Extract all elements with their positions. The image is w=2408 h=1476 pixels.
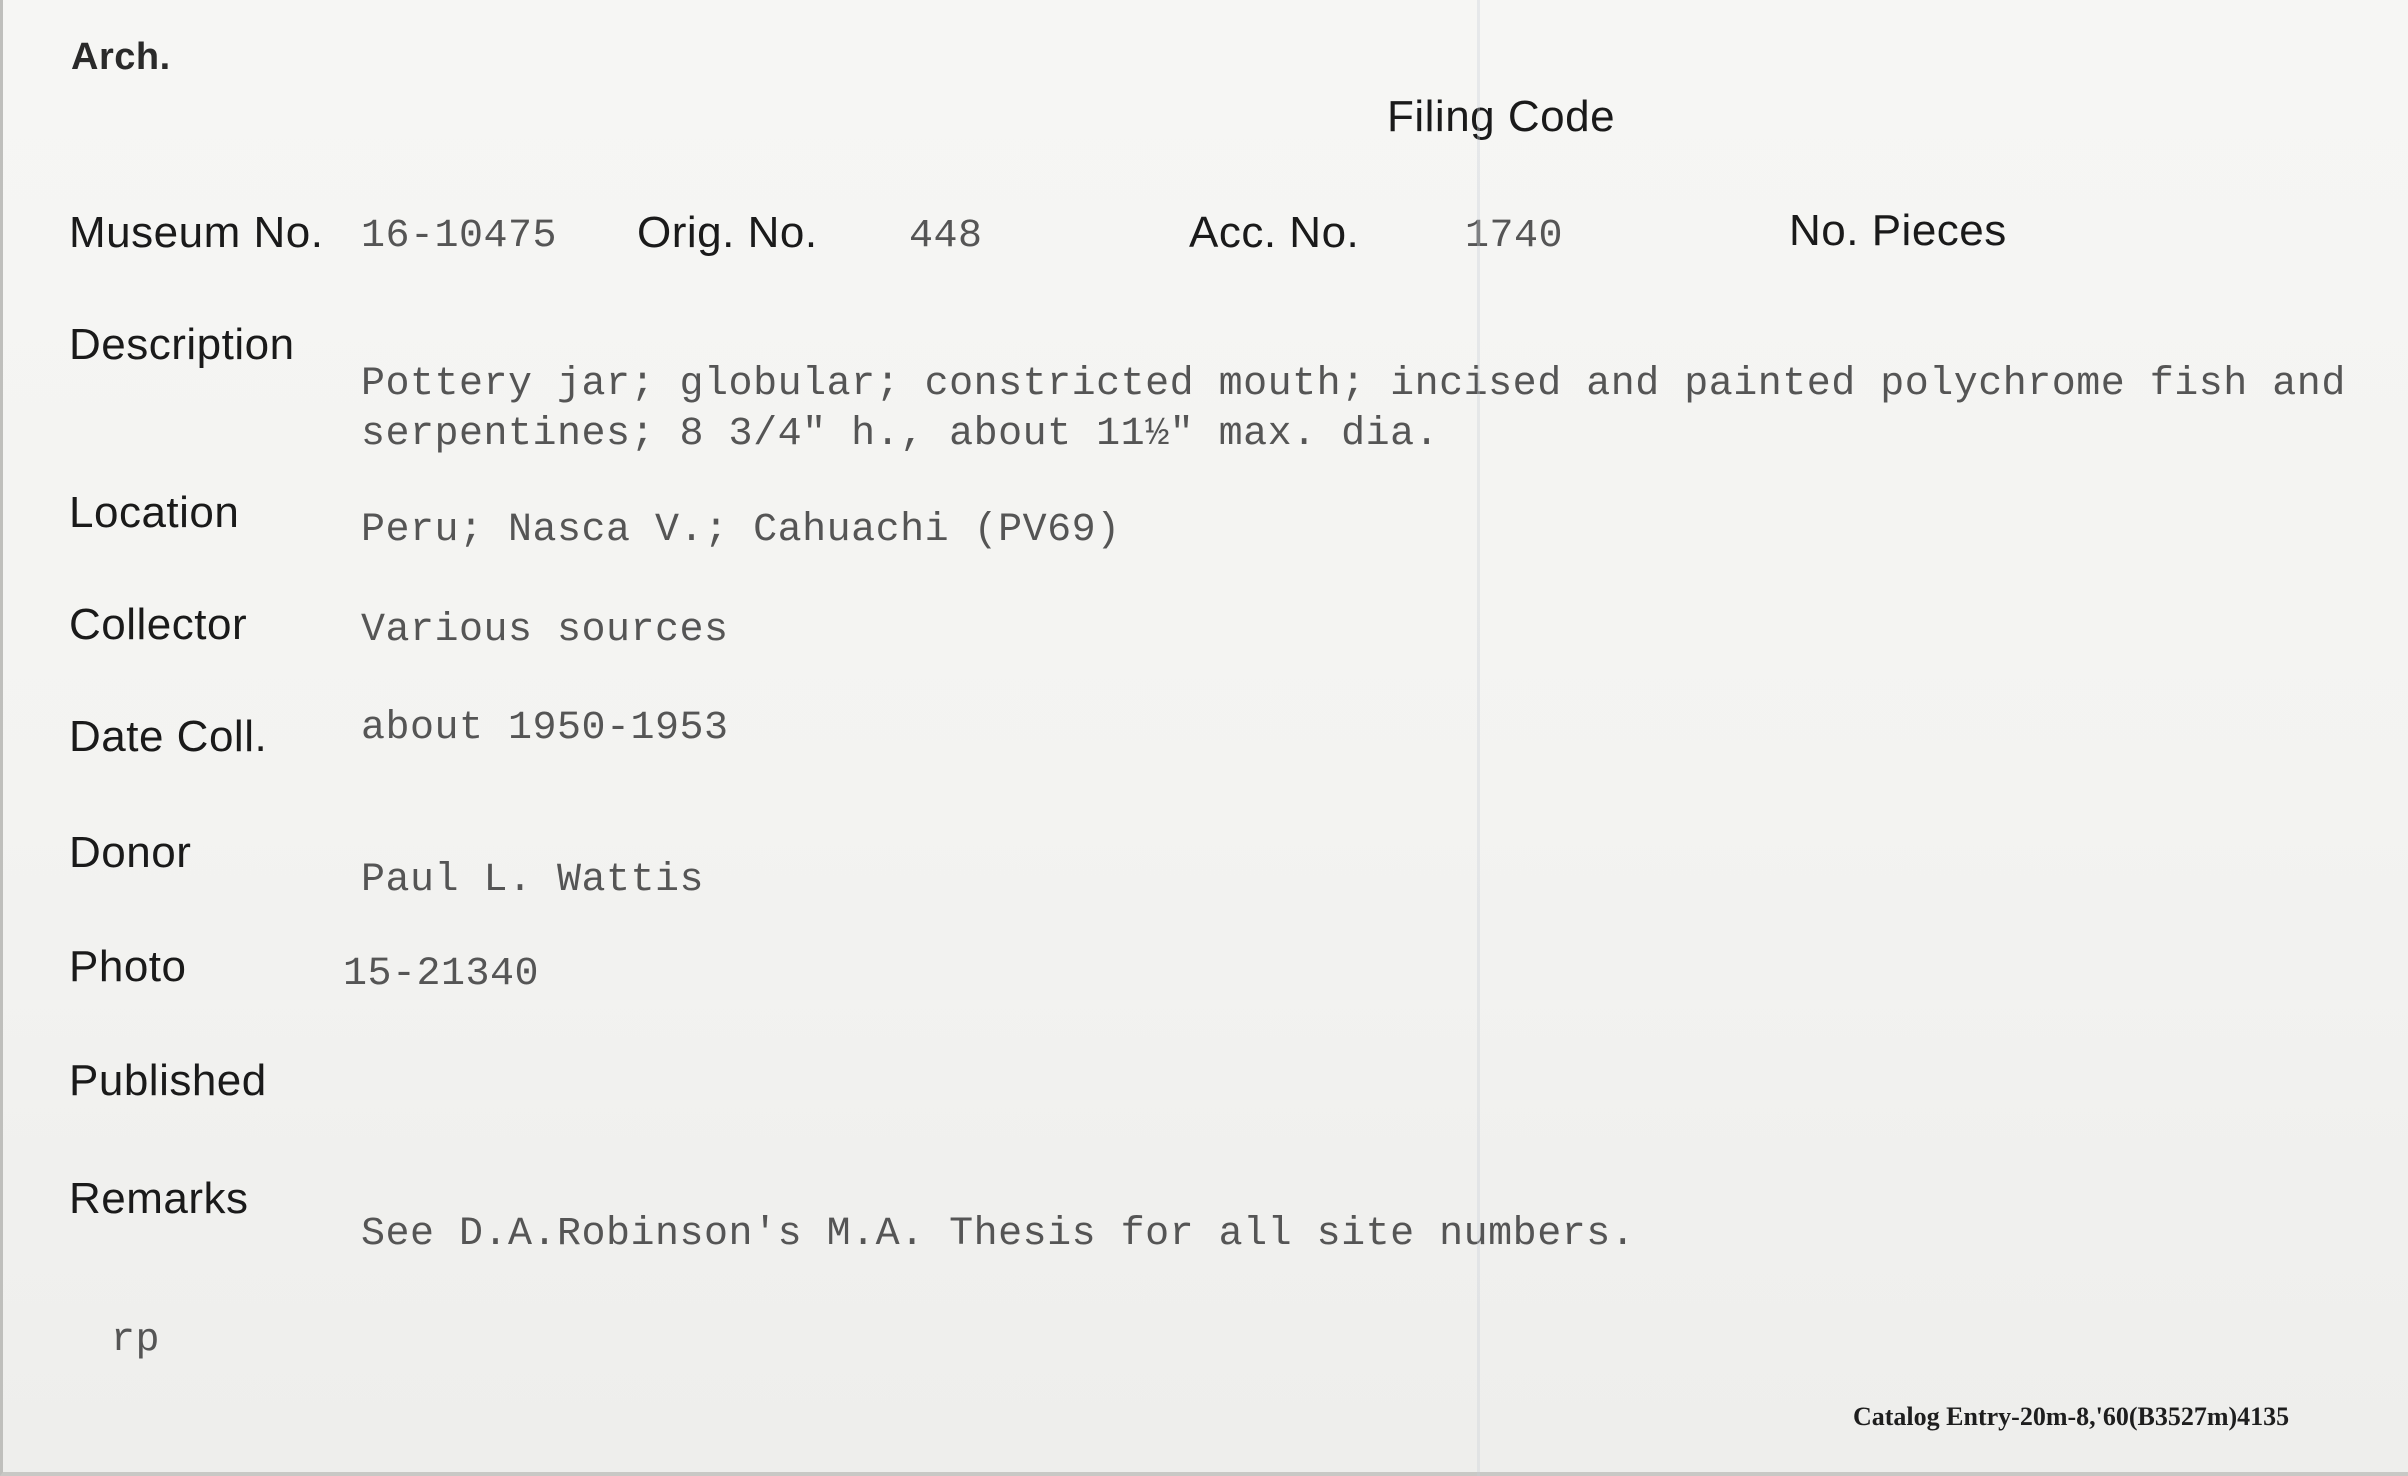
date-coll-label: Date Coll. [69, 712, 268, 761]
remarks-label: Remarks [69, 1174, 249, 1223]
description-line-2: serpentines; 8 3/4" h., about 11½" max. dia. [361, 412, 1440, 457]
location-value: Peru; Nasca V.; Cahuachi (PV69) [361, 508, 1121, 553]
description-label: Description [69, 320, 295, 369]
description-line-1: Pottery jar; globular; constricted mouth; incised and painted polychrome fish and [361, 362, 2346, 407]
catalog-entry-footer: Catalog Entry-20m-8,'60(B3527m)4135 [1853, 1402, 2290, 1431]
museum-no-label: Museum No. [69, 208, 324, 257]
published-label: Published [69, 1056, 267, 1105]
initials: rp [111, 1318, 161, 1363]
no-pieces-label: No. Pieces [1789, 206, 2007, 255]
orig-no-label: Orig. No. [637, 208, 818, 257]
filing-code-label: Filing Code [1387, 92, 1616, 141]
collector-value: Various sources [361, 608, 729, 653]
department-label: Arch. [71, 36, 171, 78]
acc-no-label: Acc. No. [1189, 208, 1360, 257]
photo-label: Photo [69, 942, 187, 991]
acc-no-value: 1740 [1465, 214, 1564, 259]
donor-value: Paul L. Wattis [361, 858, 705, 903]
remarks-value: See D.A.Robinson's M.A. Thesis for all site numbers. [361, 1212, 1636, 1257]
museum-no-value: 16-10475 [361, 214, 558, 259]
collector-label: Collector [69, 600, 248, 649]
date-coll-value: about 1950-1953 [361, 706, 729, 751]
photo-value: 15-21340 [343, 952, 540, 997]
location-label: Location [69, 488, 240, 537]
donor-label: Donor [69, 828, 192, 877]
orig-no-value: 448 [909, 214, 983, 259]
